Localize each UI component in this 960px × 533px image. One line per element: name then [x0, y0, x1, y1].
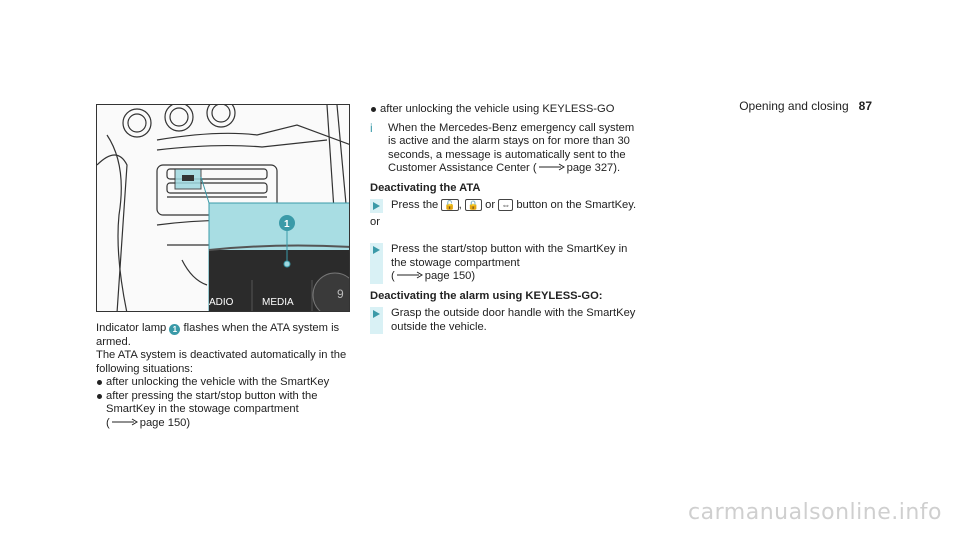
- list-item: [370, 103, 645, 117]
- unlock-button-icon: 🔓: [441, 199, 458, 211]
- paragraph-deactivation: The ATA system is deactivated automatically in the following situations:: [96, 349, 347, 375]
- step1-post: button on the SmartKey.: [516, 199, 637, 211]
- p1-pre: Indicator lamp: [96, 322, 167, 334]
- step-arrow-icon: [370, 199, 383, 213]
- list-item: [96, 376, 354, 390]
- or-separator: or: [370, 215, 380, 228]
- media-label: MEDIA: [262, 297, 294, 308]
- page-reference-link[interactable]: page 327).: [566, 162, 621, 174]
- p1-post: flashes when the ATA system is armed.: [96, 322, 340, 348]
- instruction-step: [370, 307, 645, 334]
- step-text: [391, 243, 645, 284]
- step-arrow-icon: [370, 243, 383, 284]
- instruction-step: [370, 243, 645, 284]
- instruction-step: [370, 199, 645, 213]
- page-reference-link[interactable]: page 150): [139, 416, 191, 429]
- callout-number: 1: [284, 219, 290, 230]
- trunk-button-icon: ⇔: [498, 199, 513, 211]
- ref-paren: (: [106, 416, 110, 429]
- section-title: Opening and closing: [739, 99, 849, 113]
- page-reference-link[interactable]: page 150): [424, 270, 476, 282]
- dial-label: 9: [337, 287, 344, 301]
- heading-deactivating-ata: Deactivating the ATA: [370, 181, 481, 194]
- info-note: [370, 122, 645, 176]
- callout-badge: 1: [169, 324, 180, 335]
- page-reference-arrow-icon: [112, 418, 138, 426]
- radio-label: ADIO: [209, 297, 234, 308]
- list-item-text: [106, 390, 354, 431]
- page-reference-arrow-icon: [539, 163, 565, 171]
- step-arrow-icon: [370, 307, 383, 334]
- note-text: [388, 122, 645, 176]
- note-body: When the Mercedes-Benz emergency call system is active and the alarm stays on for more than 30 seconds, a message is automatically sent to the Customer Assistance Center (: [388, 121, 635, 174]
- paragraph-indicator: [96, 322, 354, 349]
- info-icon: i: [370, 120, 373, 135]
- step1-or: or: [485, 199, 496, 211]
- heading-deactivating-alarm: Deactivating the alarm using KEYLESS-GO:: [370, 289, 603, 302]
- step1-pre: Press the: [391, 199, 439, 211]
- ref-paren: (: [391, 270, 395, 282]
- left-column: [96, 322, 354, 430]
- dashboard-illustration: [96, 104, 350, 312]
- dashboard-drawing: [97, 105, 350, 312]
- watermark: carmanualsonline.info: [688, 500, 942, 525]
- middle-column: [370, 103, 645, 334]
- page-number: 87: [858, 99, 872, 113]
- step-text: Grasp the outside door handle with the SmartKey outside the vehicle.: [391, 307, 636, 333]
- lock-button-icon: 🔒: [465, 199, 482, 211]
- list-item-text: after unlocking the vehicle with the SmartKey: [106, 376, 330, 388]
- page-header: [739, 99, 872, 113]
- list-item-text: after unlocking the vehicle using KEYLESS-GO: [380, 103, 615, 115]
- step-text: [391, 199, 645, 213]
- list-item: [96, 390, 354, 431]
- page-reference-arrow-icon: [397, 271, 423, 279]
- step1-sep: ,: [458, 199, 462, 211]
- bullet2-text: after pressing the start/stop button with the SmartKey in the stowage compartment: [106, 389, 318, 415]
- step2-body: Press the start/stop button with the SmartKey in the stowage compartment: [391, 243, 628, 269]
